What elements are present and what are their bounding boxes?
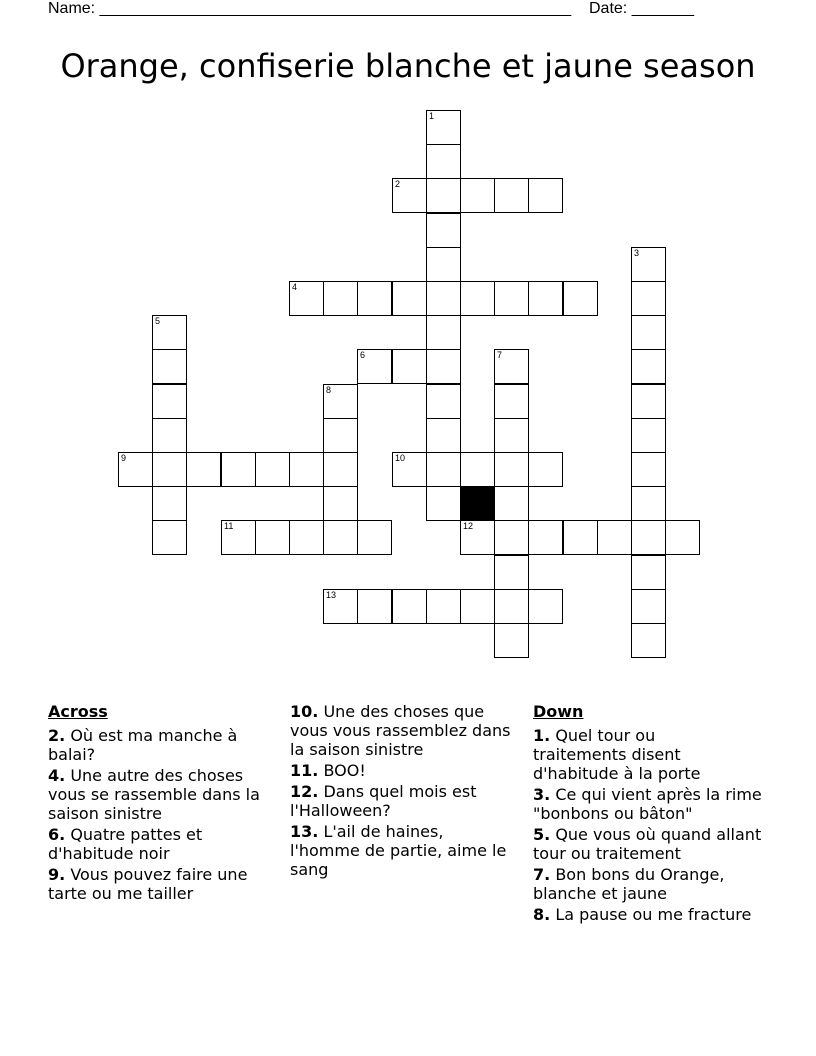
clue-text: La pause ou me fracture (555, 905, 752, 924)
date-blank[interactable]: _______ (631, 0, 694, 17)
grid-cell[interactable] (221, 452, 256, 487)
grid-cell[interactable] (631, 452, 666, 487)
grid-cell[interactable] (426, 144, 461, 179)
grid-cell[interactable] (152, 349, 187, 384)
grid-cell[interactable] (631, 349, 666, 384)
grid-cell[interactable] (426, 247, 461, 282)
name-label: Name: (48, 0, 96, 17)
clue-across-13 (290, 822, 516, 879)
grid-cell[interactable] (255, 452, 290, 487)
date-label: Date: (588, 0, 628, 17)
cell-number: 6 (360, 350, 366, 360)
grid-cell[interactable] (323, 486, 358, 521)
cell-number: 11 (224, 521, 234, 531)
grid-cell[interactable] (631, 555, 666, 590)
clue-text: Une autre des choses vous se rassemble dans la saison sinistre (48, 766, 260, 823)
grid-cell[interactable] (528, 178, 563, 213)
grid-cell[interactable] (289, 520, 324, 555)
clue-text: Bon bons du Orange, blanche et jaune (533, 865, 725, 903)
grid-cell[interactable] (323, 281, 358, 316)
grid-cell[interactable] (426, 178, 461, 213)
cell-number: 3 (634, 248, 640, 258)
grid-cell[interactable] (494, 178, 529, 213)
grid-cell[interactable] (426, 589, 461, 624)
grid-cell[interactable] (426, 486, 461, 521)
clue-down-5 (533, 825, 765, 863)
grid-cell[interactable] (631, 418, 666, 453)
grid-cell[interactable] (528, 452, 563, 487)
grid-cell[interactable] (426, 315, 461, 350)
grid-cell[interactable] (631, 520, 666, 555)
grid-cell[interactable] (528, 520, 563, 555)
clue-text: Où est ma manche à balai? (48, 726, 238, 764)
clue-across-9 (48, 865, 254, 903)
grid-cell[interactable] (494, 589, 529, 624)
grid-cell[interactable] (221, 520, 256, 555)
clue-text: Quel tour ou traitements disent d'habitude à la porte (533, 726, 701, 783)
grid-cell[interactable] (323, 452, 358, 487)
grid-cell[interactable] (460, 178, 495, 213)
cell-number: 1 (429, 111, 435, 121)
clue-down-1 (533, 726, 713, 783)
cell-number: 12 (463, 521, 474, 531)
grid-cell[interactable] (597, 520, 632, 555)
clue-number: 8. (533, 905, 551, 924)
grid-cell[interactable] (631, 315, 666, 350)
clue-number: 6. (48, 825, 66, 844)
grid-cell[interactable] (631, 247, 666, 282)
grid-cell[interactable] (392, 178, 427, 213)
grid-cell[interactable] (152, 315, 187, 350)
grid-cell[interactable] (255, 520, 290, 555)
grid-cell[interactable] (323, 589, 358, 624)
grid-cell[interactable] (460, 520, 495, 555)
clue-text: L'ail de haines, l'homme de partie, aime le sang (290, 822, 507, 879)
grid-cell[interactable] (392, 281, 427, 316)
grid-cell[interactable] (631, 281, 666, 316)
grid-cell[interactable] (494, 384, 529, 419)
clue-across-12 (290, 782, 516, 820)
grid-cell[interactable] (289, 452, 324, 487)
grid-cell[interactable] (460, 452, 495, 487)
grid-cell[interactable] (426, 281, 461, 316)
cell-number: 4 (292, 282, 298, 292)
grid-cell[interactable] (152, 520, 187, 555)
clue-down-8 (533, 905, 765, 924)
grid-cell[interactable] (426, 349, 461, 384)
clue-number: 9. (48, 865, 66, 884)
clue-number: 1. (533, 726, 551, 745)
clue-number: 13. (290, 822, 319, 841)
clue-down-3 (533, 785, 765, 823)
grid-cell[interactable] (494, 486, 529, 521)
clue-number: 3. (533, 785, 551, 804)
grid-cell[interactable] (460, 589, 495, 624)
grid-cell[interactable] (392, 452, 427, 487)
clue-number: 7. (533, 865, 551, 884)
grid-cell[interactable] (494, 418, 529, 453)
cell-number: 9 (121, 453, 127, 463)
clue-text: Une des choses que vous vous rassemblez dans la saison sinistre (290, 702, 511, 759)
grid-cell[interactable] (152, 486, 187, 521)
clue-number: 10. (290, 702, 319, 721)
grid-cell[interactable] (357, 281, 392, 316)
grid-cell[interactable] (494, 623, 529, 658)
grid-cell[interactable] (631, 589, 666, 624)
grid-cell[interactable] (426, 213, 461, 248)
grid-cell[interactable] (528, 589, 563, 624)
clue-number: 4. (48, 766, 66, 785)
across-clues-col-1 (48, 702, 280, 905)
cell-number: 2 (395, 179, 401, 189)
clue-text: Quatre pattes et d'habitude noir (48, 825, 203, 863)
cell-number: 8 (326, 385, 332, 395)
clue-across-10 (290, 702, 516, 759)
down-clues-col (533, 702, 765, 926)
grid-cell[interactable] (494, 281, 529, 316)
grid-cell[interactable] (563, 520, 598, 555)
clue-down-7 (533, 865, 765, 903)
clue-text: Ce qui vient après la rime "bonbons ou bâton" (533, 785, 762, 823)
clue-number: 5. (533, 825, 551, 844)
grid-cell[interactable] (152, 384, 187, 419)
cell-number: 13 (326, 590, 337, 600)
clue-text: BOO! (323, 761, 366, 780)
grid-cell[interactable] (323, 418, 358, 453)
grid-cell[interactable] (323, 384, 358, 419)
clue-number: 2. (48, 726, 66, 745)
grid-cell[interactable] (563, 281, 598, 316)
grid-cell[interactable] (426, 110, 461, 145)
clue-across-11 (290, 761, 516, 780)
grid-cell[interactable] (426, 418, 461, 453)
clue-across-2 (48, 726, 280, 764)
clue-across-6 (48, 825, 280, 863)
grid-cell[interactable] (426, 384, 461, 419)
across-clues-col-2 (290, 702, 516, 881)
grid-cell[interactable] (357, 589, 392, 624)
grid-cell[interactable] (460, 281, 495, 316)
across-heading: Across (48, 702, 108, 721)
grid-cell[interactable] (528, 281, 563, 316)
grid-cell[interactable] (494, 555, 529, 590)
cell-number: 7 (497, 350, 503, 360)
cell-number: 10 (395, 453, 406, 463)
grid-cell[interactable] (631, 623, 666, 658)
grid-cell[interactable] (494, 349, 529, 384)
grid-cell[interactable] (118, 452, 153, 487)
filled-cell (460, 486, 495, 521)
grid-cell[interactable] (289, 281, 324, 316)
grid-cell[interactable] (494, 452, 529, 487)
grid-cell[interactable] (357, 349, 392, 384)
clue-text: Que vous où quand allant tour ou traitement (533, 825, 762, 863)
clue-across-4 (48, 766, 280, 823)
grid-cell[interactable] (323, 520, 358, 555)
clue-number: 12. (290, 782, 319, 801)
grid-cell[interactable] (186, 452, 221, 487)
clue-text: Dans quel mois est l'Halloween? (290, 782, 477, 820)
grid-cell[interactable] (152, 418, 187, 453)
grid-cell[interactable] (426, 452, 461, 487)
clue-text: Vous pouvez faire une tarte ou me tailler (48, 865, 248, 903)
grid-cell[interactable] (631, 384, 666, 419)
grid-cell[interactable] (392, 589, 427, 624)
grid-cell[interactable] (357, 520, 392, 555)
puzzle-title: Orange, confiserie blanche et jaune season (60, 47, 756, 85)
down-heading: Down (533, 702, 584, 721)
grid-cell[interactable] (665, 520, 700, 555)
grid-cell[interactable] (631, 486, 666, 521)
grid-cell[interactable] (494, 520, 529, 555)
grid-cell[interactable] (152, 452, 187, 487)
name-blank[interactable]: _____________________________________________________ (99, 0, 572, 17)
cell-number: 5 (155, 316, 161, 326)
clue-number: 11. (290, 761, 319, 780)
grid-cell[interactable] (392, 349, 427, 384)
